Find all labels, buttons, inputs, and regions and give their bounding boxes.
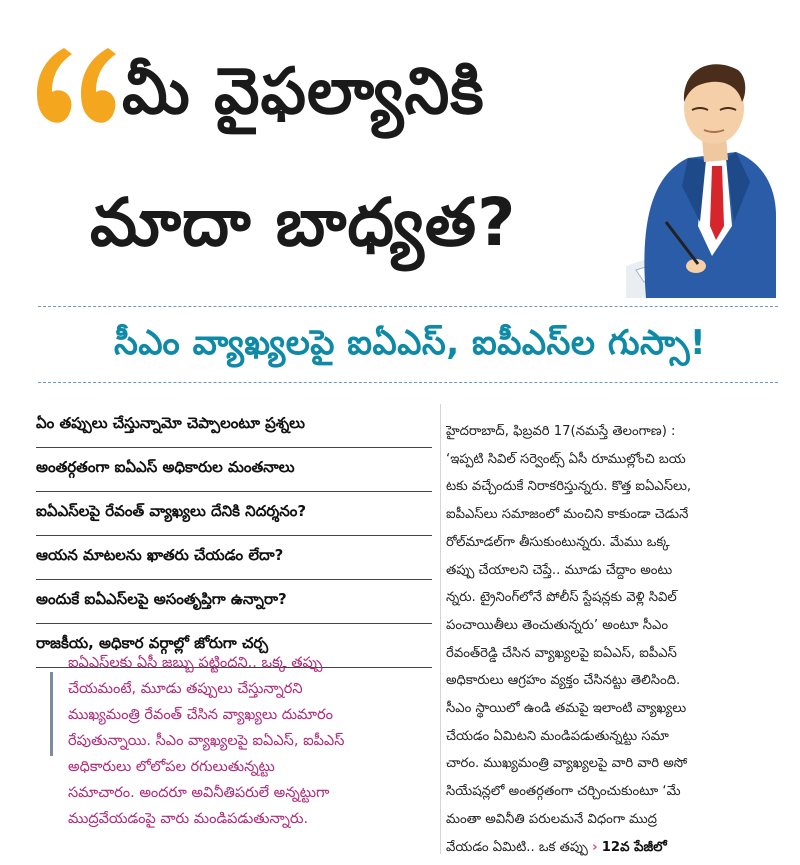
blurb-line: ముఖ్యమంత్రి రేవంత్ చేసిన వ్యాఖ్యలు దుమారం [68,707,333,723]
highlight-item: అందుకే ఐఏఎస్‌లపై అసంతృప్తిగా ఉన్నారా? [36,580,432,624]
highlight-item: ఏం తప్పులు చేస్తున్నామో చెప్పాలంటూ ప్రశ్నలు [36,404,432,448]
headline-line-2: మాదా బాధ్యత? [90,184,517,261]
body-line: ‘ఇప్పటి సివిల్ సర్వెంట్స్ ఏసీ రూముల్లోంచి బయ [446,451,686,467]
subheadline-bottom-rule [38,382,778,384]
body-line: సీఎం స్థాయిలో ఉండి తమపై ఇలాంటి వ్యాఖ్యలు [446,701,687,717]
writing-man-illustration [626,26,776,298]
highlight-item: రాజకీయ, అధికార వర్గాల్లో జోరుగా చర్చ [36,624,432,668]
column-divider [440,404,441,854]
article-blurb [68,650,438,832]
quote-mark-icon [28,38,120,138]
body-line: ఐపీఎస్‌లు సమాజంలో మంచిని కాకుండా చెడునే [446,507,689,523]
blurb-line: ముద్రవేయడంపై వారు మండిపడుతున్నారు. [68,811,309,827]
article-body [446,418,778,861]
blurb-line: చేయమంటే, మూడు తప్పులు చేస్తున్నారని [68,681,303,697]
body-line: చారం. ముఖ్యమంత్రి వ్యాఖ్యలపై వారి వారి అసో [446,756,688,772]
body-line: తప్పు చేయాలని చెప్తే.. మూడు చేద్దాం అంటు [446,562,673,578]
body-line: మంతా అవినీతి పరులమనే విధంగా ముద్ర [446,811,657,827]
body-line: న్నరు. ట్రైనింగ్‌లోనే పోలీస్ స్టేషన్లకు వెళ్లి సివిల్ [446,590,677,606]
highlights-list [36,404,432,668]
blurb-line: ఐఏఎస్‌లకు ఏసీ జబ్బు పట్టిందని.. ఒక్క తప్పు [68,655,323,671]
blurb-line: అధికారులు లోలోపల రగులుతున్నట్టు [68,759,275,775]
body-last-line [446,834,778,862]
body-line: టకు వచ్చేందుకే నిరాకరిస్తున్నరు. కొత్త ఐఏఎస్‌లు, [446,479,692,495]
body-line: సియేషన్లలో అంతర్గతంగా చర్చించుకుంటూ ‘మే [446,784,681,800]
highlight-item: అంతర్గతంగా ఐఏఎస్ అధికారుల మంతనాలు [36,448,432,492]
continued-arrow-icon: › [592,839,598,855]
headline-line-1: మీ వైఫల్యానికి [122,55,485,129]
blurb-line: రేపుతున్నాయి. సీఎం వ్యాఖ్యలపై ఐఏఎస్, ఐపీఎస్ [68,733,345,749]
continued-on-page-link[interactable]: 12వ పేజీలో [601,839,667,855]
body-line: చేయడం ఏమిటని మండిపడుతున్నట్టు సమా [446,728,669,744]
body-line: రోల్‌మాడల్‌గా తీసుకుంటున్నరు. మేము ఒక్క [446,534,670,550]
body-line: హైదరాబాద్, ఫిబ్రవరి 17(నమస్తే తెలంగాణ) : [446,424,676,439]
highlight-item: ఐఏఎస్‌లపై రేవంత్ వ్యాఖ్యలు దేనికి నిదర్శనం? [36,492,432,536]
subheadline: సీఎం వ్యాఖ్యలపై ఐఏఎస్, ఐపీఎస్‌ల గుస్సా! [114,323,706,363]
highlight-item: ఆయన మాటలను ఖాతరు చేయడం లేదా? [36,536,432,580]
blurb-accent-bar [50,672,53,756]
body-line: వేయడం ఏమిటి.. ఒక తప్పు [446,839,588,855]
blurb-line: సమాచారం. అందరూ అవినీతిపరులే అన్నట్టుగా [68,785,330,801]
body-line: పంచాయితీలు తెంచుతున్నరు’ అంటూ సీఎం [446,617,669,633]
body-line: రేవంత్‌రెడ్డి చేసిన వ్యాఖ్యలపై ఐఏఎస్, ఐపీఎస్ [446,645,677,661]
body-line: అధికారులు ఆగ్రహం వ్యక్తం చేసినట్టు తెలిసింది. [446,673,681,689]
subheadline-top-rule [38,306,778,308]
